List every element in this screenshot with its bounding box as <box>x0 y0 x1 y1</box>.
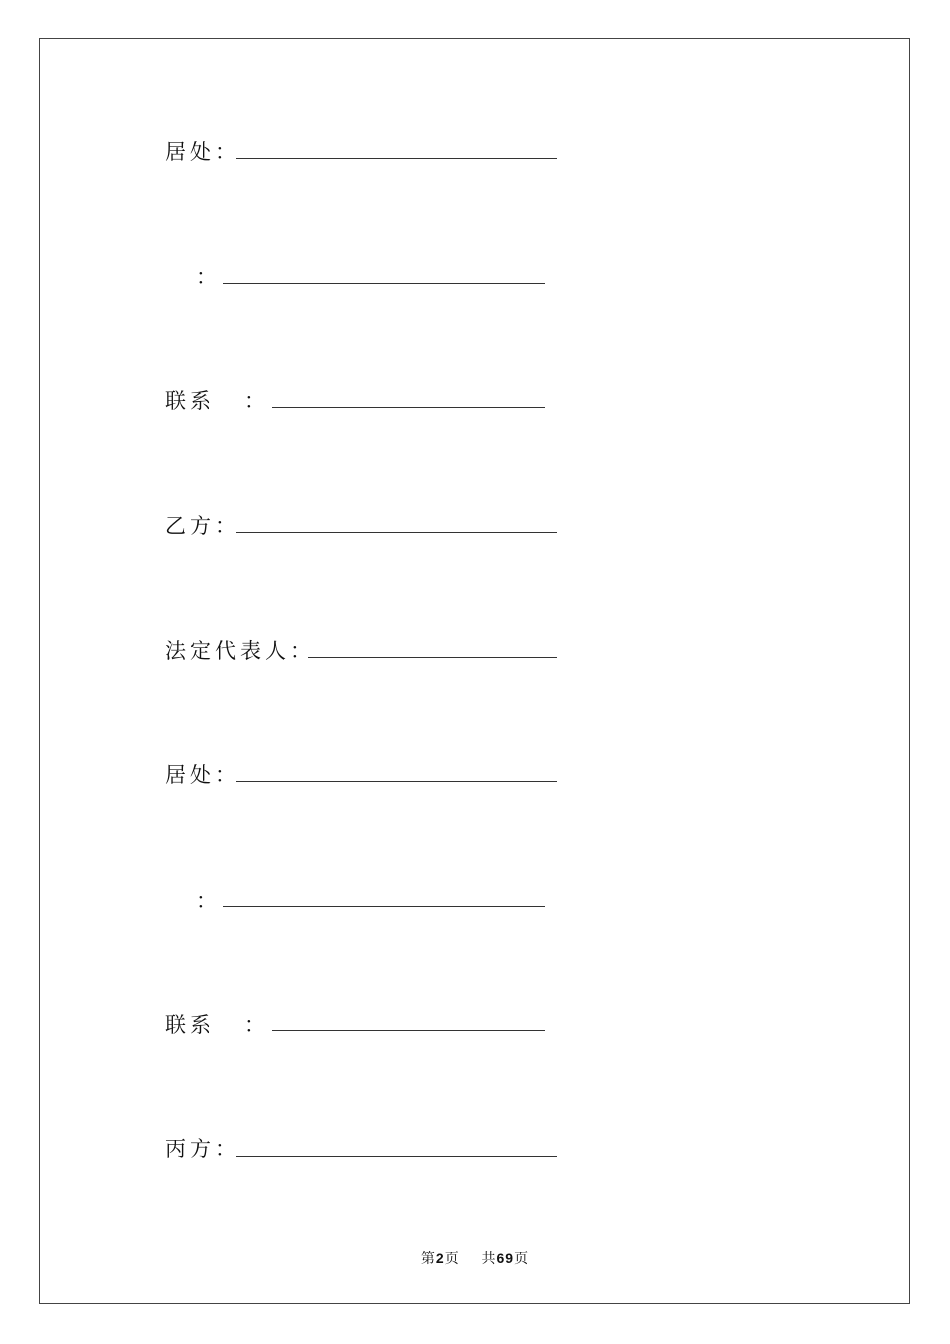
fill-in-line[interactable] <box>272 1030 545 1031</box>
field-colon: ： <box>215 514 240 538</box>
field-colon: ： <box>196 889 221 913</box>
fill-in-line[interactable] <box>236 1156 557 1157</box>
fill-in-line[interactable] <box>272 407 545 408</box>
field-contact-2-colon <box>244 1008 269 1038</box>
field-colon: ： <box>196 265 221 289</box>
fill-in-line[interactable] <box>223 283 545 284</box>
field-contact-2 <box>165 1008 215 1038</box>
field-residence-1 <box>165 135 240 165</box>
fill-in-line[interactable] <box>236 158 557 159</box>
footer-total-prefix: 共 <box>481 1251 497 1267</box>
footer-prefix: 第 <box>420 1251 436 1267</box>
fill-in-line[interactable] <box>236 781 557 782</box>
fill-in-line[interactable] <box>223 906 545 907</box>
footer-total-unit: 页 <box>514 1251 530 1267</box>
field-party-b <box>165 509 240 539</box>
field-label: 联系 <box>165 389 215 413</box>
fill-in-line[interactable] <box>308 657 557 658</box>
field-label: 居处 <box>165 140 215 164</box>
footer-page-number: 2 <box>435 1250 445 1266</box>
fill-in-line[interactable] <box>236 532 557 533</box>
field-contact-1 <box>165 384 215 414</box>
page-footer <box>0 1248 950 1268</box>
field-colon: ： <box>215 763 240 787</box>
field-colon: ： <box>215 140 240 164</box>
field-blank-2 <box>196 884 221 914</box>
field-legal-representative <box>165 634 315 664</box>
field-label: 丙方 <box>165 1137 215 1161</box>
field-label: 法定代表人 <box>165 639 290 663</box>
page-border <box>39 38 910 1304</box>
field-residence-2 <box>165 758 240 788</box>
field-blank-1 <box>196 260 221 290</box>
field-colon: ： <box>244 389 269 413</box>
field-colon: ： <box>215 1137 240 1161</box>
field-party-c <box>165 1132 240 1162</box>
field-label: 联系 <box>165 1013 215 1037</box>
field-contact-1-colon <box>244 384 269 414</box>
footer-page-unit: 页 <box>444 1251 460 1267</box>
field-label: 乙方 <box>165 514 215 538</box>
field-colon: ： <box>290 639 315 663</box>
footer-total-pages: 69 <box>496 1250 515 1266</box>
field-label: 居处 <box>165 763 215 787</box>
field-colon: ： <box>244 1013 269 1037</box>
